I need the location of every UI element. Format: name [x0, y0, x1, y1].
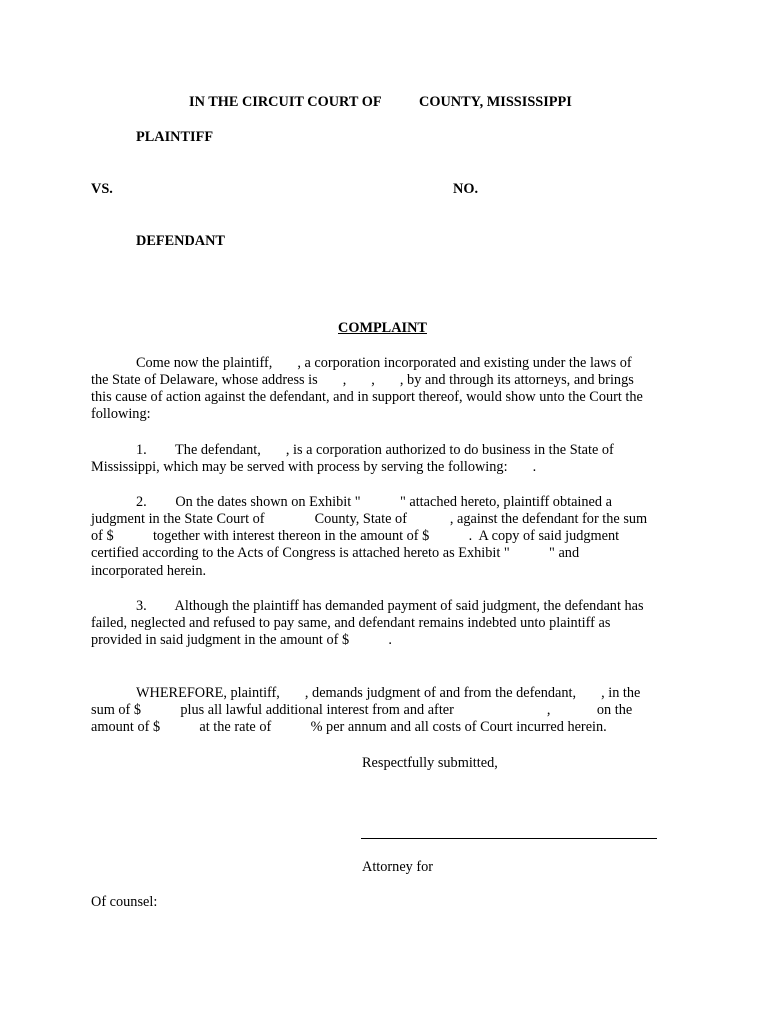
- plaintiff-label: PLAINTIFF: [136, 129, 214, 145]
- para3-line-2: failed, neglected and refused to pay same, and defendant remains indebted unto plaintiff as: [91, 615, 611, 631]
- attorney-for-label: Attorney for: [362, 859, 434, 875]
- para1-line-2: Mississippi, which may be served with process by serving the following: .: [91, 459, 537, 475]
- para2-line-2: judgment in the State Court of County, State of , against the defendant for the sum: [91, 511, 648, 527]
- wherefore-line-3: amount of $ at the rate of % per annum and all costs of Court incurred herein.: [91, 719, 607, 735]
- court-heading-right: COUNTY, MISSISSIPPI: [419, 94, 572, 110]
- case-number-label: NO.: [453, 181, 479, 197]
- defendant-label: DEFENDANT: [136, 233, 225, 249]
- intro-line-4: following:: [91, 406, 151, 422]
- wherefore-line-1: WHEREFORE, plaintiff, , demands judgment of and from the defendant, , in the: [136, 685, 641, 701]
- wherefore-line-2: sum of $ plus all lawful additional interest from and after , on the: [91, 702, 633, 718]
- signature-line: [361, 838, 657, 839]
- para1-line-1: 1. The defendant, , is a corporation authorized to do business in the State of: [136, 442, 614, 458]
- para3-line-1: 3. Although the plaintiff has demanded payment of said judgment, the defendant has: [136, 598, 644, 614]
- complaint-title: COMPLAINT: [338, 320, 427, 336]
- vs-label: VS.: [91, 181, 113, 197]
- para2-line-5: incorporated herein.: [91, 563, 207, 579]
- court-heading-left: IN THE CIRCUIT COURT OF: [189, 94, 382, 110]
- para2-line-3: of $ together with interest thereon in the amount of $ . A copy of said judgment: [91, 528, 620, 544]
- intro-line-3: this cause of action against the defendant, and in support thereof, would show unto the Court the: [91, 389, 643, 405]
- para2-line-4: certified according to the Acts of Congress is attached hereto as Exhibit " " and: [91, 545, 580, 561]
- respectfully-submitted: Respectfully submitted,: [362, 755, 498, 771]
- intro-line-2: the State of Delaware, whose address is , , , by and through its attorneys, and brings: [91, 372, 634, 388]
- para2-line-1: 2. On the dates shown on Exhibit " " attached hereto, plaintiff obtained a: [136, 494, 612, 510]
- intro-line-1: Come now the plaintiff, , a corporation incorporated and existing under the laws of: [136, 355, 632, 371]
- of-counsel-label: Of counsel:: [91, 894, 158, 910]
- para3-line-3: provided in said judgment in the amount of $ .: [91, 632, 392, 648]
